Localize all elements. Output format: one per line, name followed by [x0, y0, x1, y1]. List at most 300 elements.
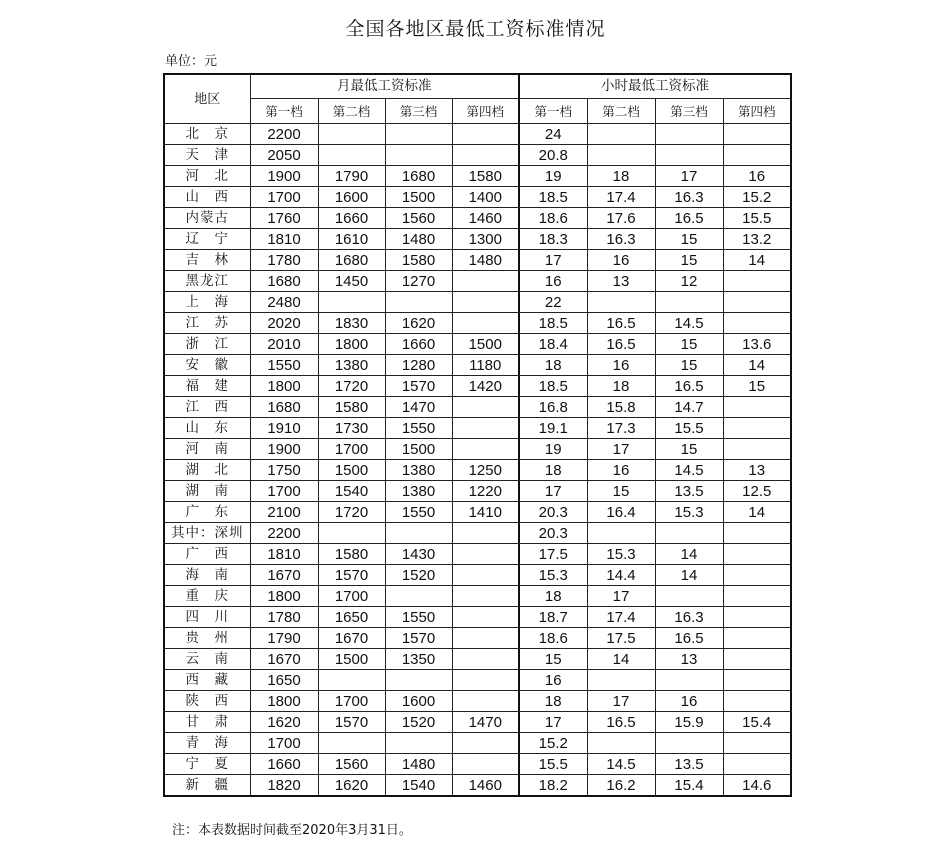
hourly-tier-2-cell: 16	[587, 460, 655, 481]
hourly-tier-4-cell: 15.2	[723, 187, 791, 208]
hourly-tier-2-cell: 16.5	[587, 334, 655, 355]
monthly-tier-3-cell: 1350	[385, 649, 452, 670]
monthly-tier-3-cell: 1480	[385, 229, 452, 250]
monthly-tier-4-cell	[452, 292, 519, 313]
region-cell: 湖 南	[164, 481, 250, 502]
hourly-tier-3-cell: 16.5	[655, 208, 723, 229]
table-row	[164, 208, 791, 229]
hourly-tier-3-cell: 13.5	[655, 754, 723, 775]
monthly-tier-1-cell: 1620	[250, 712, 318, 733]
monthly-tier-4-cell: 1470	[452, 712, 519, 733]
hourly-tier-3-cell: 14.7	[655, 397, 723, 418]
region-header: 地区	[164, 74, 250, 124]
monthly-tier-1-cell: 2480	[250, 292, 318, 313]
hourly-tier-3-header: 第三档	[655, 99, 723, 124]
hourly-tier-2-cell	[587, 124, 655, 145]
hourly-tier-4-header: 第四档	[723, 99, 791, 124]
monthly-tier-2-cell: 1450	[318, 271, 385, 292]
region-cell: 上 海	[164, 292, 250, 313]
monthly-tier-4-cell	[452, 754, 519, 775]
monthly-tier-2-cell: 1790	[318, 166, 385, 187]
table-row	[164, 439, 791, 460]
hourly-tier-2-cell: 17.4	[587, 607, 655, 628]
hourly-tier-1-cell: 22	[519, 292, 587, 313]
table-row	[164, 292, 791, 313]
region-cell: 河 北	[164, 166, 250, 187]
region-cell: 内蒙古	[164, 208, 250, 229]
header-row-groups	[164, 74, 791, 99]
monthly-tier-1-cell: 1810	[250, 544, 318, 565]
page-title: 全国各地区最低工资标准情况	[345, 18, 606, 40]
monthly-tier-4-cell	[452, 649, 519, 670]
hourly-tier-2-cell: 16.2	[587, 775, 655, 797]
monthly-tier-4-cell	[452, 439, 519, 460]
hourly-tier-1-cell: 20.8	[519, 145, 587, 166]
hourly-tier-2-cell: 14	[587, 649, 655, 670]
hourly-tier-2-cell: 14.5	[587, 754, 655, 775]
hourly-tier-1-cell: 18.2	[519, 775, 587, 797]
monthly-tier-4-cell	[452, 691, 519, 712]
monthly-tier-2-cell: 1700	[318, 586, 385, 607]
table-row	[164, 775, 791, 797]
region-cell: 江 西	[164, 397, 250, 418]
hourly-tier-3-cell	[655, 124, 723, 145]
hourly-tier-2-cell: 18	[587, 376, 655, 397]
region-cell: 广 东	[164, 502, 250, 523]
hourly-tier-4-cell: 15	[723, 376, 791, 397]
hourly-tier-4-cell	[723, 292, 791, 313]
table-row	[164, 628, 791, 649]
table-row	[164, 250, 791, 271]
hourly-tier-4-cell	[723, 628, 791, 649]
region-cell: 云 南	[164, 649, 250, 670]
table-row	[164, 145, 791, 166]
hourly-tier-2-cell	[587, 733, 655, 754]
monthly-tier-2-cell: 1580	[318, 544, 385, 565]
region-cell: 四 川	[164, 607, 250, 628]
region-cell: 西 藏	[164, 670, 250, 691]
monthly-tier-1-cell: 1670	[250, 649, 318, 670]
monthly-tier-4-cell: 1410	[452, 502, 519, 523]
hourly-tier-3-cell	[655, 292, 723, 313]
hourly-tier-2-cell: 17.5	[587, 628, 655, 649]
hourly-tier-2-cell: 15.8	[587, 397, 655, 418]
hourly-tier-2-cell: 18	[587, 166, 655, 187]
hourly-tier-1-cell: 18.5	[519, 187, 587, 208]
hourly-tier-2-cell	[587, 670, 655, 691]
hourly-tier-1-cell: 15.5	[519, 754, 587, 775]
hourly-tier-2-cell: 14.4	[587, 565, 655, 586]
hourly-tier-4-cell	[723, 124, 791, 145]
monthly-tier-4-cell	[452, 733, 519, 754]
hourly-tier-4-cell: 14	[723, 250, 791, 271]
hourly-tier-4-cell	[723, 523, 791, 544]
monthly-tier-2-cell	[318, 145, 385, 166]
table-row	[164, 481, 791, 502]
hourly-tier-1-cell: 15.3	[519, 565, 587, 586]
monthly-tier-3-cell: 1550	[385, 502, 452, 523]
region-cell: 浙 江	[164, 334, 250, 355]
hourly-tier-4-cell: 14	[723, 502, 791, 523]
hourly-tier-2-cell: 16.4	[587, 502, 655, 523]
monthly-tier-1-cell: 1680	[250, 271, 318, 292]
monthly-tier-3-cell	[385, 523, 452, 544]
monthly-tier-3-cell: 1520	[385, 712, 452, 733]
hourly-tier-2-cell: 17	[587, 586, 655, 607]
monthly-tier-3-cell: 1470	[385, 397, 452, 418]
hourly-tier-1-cell: 19.1	[519, 418, 587, 439]
hourly-tier-4-cell	[723, 418, 791, 439]
monthly-tier-2-cell: 1610	[318, 229, 385, 250]
hourly-tier-3-cell: 12	[655, 271, 723, 292]
unit-label: 单位：元	[165, 54, 218, 69]
monthly-tier-4-cell: 1460	[452, 775, 519, 797]
minimum-wage-table	[163, 73, 792, 797]
monthly-tier-4-cell: 1220	[452, 481, 519, 502]
hourly-tier-2-cell: 15.3	[587, 544, 655, 565]
monthly-tier-1-cell: 1900	[250, 439, 318, 460]
hourly-tier-4-cell: 15.5	[723, 208, 791, 229]
table-row	[164, 187, 791, 208]
hourly-tier-1-cell: 16	[519, 271, 587, 292]
table-row	[164, 565, 791, 586]
hourly-tier-3-cell: 13	[655, 649, 723, 670]
hourly-tier-2-cell: 13	[587, 271, 655, 292]
table-row	[164, 124, 791, 145]
hourly-tier-4-cell	[723, 565, 791, 586]
monthly-tier-3-cell: 1430	[385, 544, 452, 565]
hourly-tier-1-cell: 19	[519, 166, 587, 187]
hourly-tier-4-cell	[723, 586, 791, 607]
monthly-tier-2-header: 第二档	[318, 99, 385, 124]
table-row	[164, 607, 791, 628]
region-cell: 青 海	[164, 733, 250, 754]
hourly-tier-2-cell: 17.6	[587, 208, 655, 229]
hourly-tier-1-cell: 16	[519, 670, 587, 691]
monthly-tier-2-cell: 1620	[318, 775, 385, 797]
region-cell: 河 南	[164, 439, 250, 460]
monthly-tier-1-cell: 1800	[250, 691, 318, 712]
table-row	[164, 649, 791, 670]
monthly-tier-4-cell: 1500	[452, 334, 519, 355]
monthly-tier-1-cell: 1900	[250, 166, 318, 187]
hourly-tier-1-cell: 15.2	[519, 733, 587, 754]
hourly-tier-3-cell: 15	[655, 439, 723, 460]
region-cell: 安 徽	[164, 355, 250, 376]
monthly-tier-3-cell: 1560	[385, 208, 452, 229]
table-body	[164, 124, 791, 797]
table-row	[164, 271, 791, 292]
monthly-tier-4-cell	[452, 124, 519, 145]
hourly-tier-2-cell: 16.5	[587, 712, 655, 733]
table-row	[164, 334, 791, 355]
hourly-tier-3-cell: 14.5	[655, 460, 723, 481]
region-cell: 吉 林	[164, 250, 250, 271]
monthly-tier-4-cell	[452, 397, 519, 418]
monthly-tier-2-cell: 1830	[318, 313, 385, 334]
region-cell: 贵 州	[164, 628, 250, 649]
monthly-tier-2-cell: 1560	[318, 754, 385, 775]
table-row	[164, 397, 791, 418]
table-row	[164, 355, 791, 376]
monthly-tier-2-cell: 1700	[318, 691, 385, 712]
monthly-tier-3-cell: 1660	[385, 334, 452, 355]
region-cell: 山 东	[164, 418, 250, 439]
monthly-tier-4-cell	[452, 607, 519, 628]
monthly-tier-1-cell: 1790	[250, 628, 318, 649]
table-row	[164, 691, 791, 712]
monthly-tier-3-cell	[385, 124, 452, 145]
monthly-tier-2-cell	[318, 733, 385, 754]
monthly-tier-2-cell	[318, 523, 385, 544]
hourly-tier-3-cell	[655, 586, 723, 607]
monthly-tier-3-header: 第三档	[385, 99, 452, 124]
monthly-tier-2-cell: 1500	[318, 649, 385, 670]
hourly-tier-2-cell: 15	[587, 481, 655, 502]
monthly-tier-4-cell	[452, 565, 519, 586]
hourly-tier-3-cell: 15.3	[655, 502, 723, 523]
hourly-tier-3-cell: 15	[655, 334, 723, 355]
hourly-tier-3-cell: 13.5	[655, 481, 723, 502]
table-row	[164, 586, 791, 607]
hourly-tier-4-cell: 14.6	[723, 775, 791, 797]
region-cell: 其中：深圳	[164, 523, 250, 544]
hourly-tier-1-header: 第一档	[519, 99, 587, 124]
hourly-tier-3-cell	[655, 145, 723, 166]
monthly-tier-2-cell: 1570	[318, 712, 385, 733]
hourly-tier-4-cell: 13.2	[723, 229, 791, 250]
hourly-tier-3-cell	[655, 733, 723, 754]
hourly-tier-3-cell: 17	[655, 166, 723, 187]
hourly-tier-4-cell: 13	[723, 460, 791, 481]
monthly-tier-3-cell	[385, 586, 452, 607]
monthly-tier-2-cell: 1540	[318, 481, 385, 502]
region-cell: 湖 北	[164, 460, 250, 481]
hourly-tier-1-cell: 17	[519, 481, 587, 502]
hourly-tier-4-cell: 15.4	[723, 712, 791, 733]
hourly-tier-1-cell: 18.5	[519, 313, 587, 334]
region-cell: 陕 西	[164, 691, 250, 712]
hourly-tier-3-cell: 15	[655, 229, 723, 250]
hourly-tier-1-cell: 20.3	[519, 523, 587, 544]
table-row	[164, 166, 791, 187]
hourly-tier-1-cell: 18.7	[519, 607, 587, 628]
hourly-tier-4-cell	[723, 670, 791, 691]
hourly-tier-3-cell	[655, 523, 723, 544]
hourly-tier-1-cell: 15	[519, 649, 587, 670]
monthly-tier-4-cell: 1580	[452, 166, 519, 187]
monthly-tier-3-cell	[385, 670, 452, 691]
hourly-tier-4-cell	[723, 607, 791, 628]
hourly-tier-2-cell: 16	[587, 250, 655, 271]
monthly-tier-4-cell	[452, 544, 519, 565]
monthly-tier-4-cell: 1460	[452, 208, 519, 229]
monthly-tier-3-cell: 1500	[385, 439, 452, 460]
monthly-tier-3-cell: 1380	[385, 481, 452, 502]
monthly-tier-1-cell: 1780	[250, 250, 318, 271]
hourly-tier-3-cell: 14.5	[655, 313, 723, 334]
footnote: 注：本表数据时间截至2020年3月31日。	[172, 823, 412, 838]
region-cell: 重 庆	[164, 586, 250, 607]
monthly-tier-2-cell: 1720	[318, 502, 385, 523]
hourly-tier-4-cell	[723, 439, 791, 460]
monthly-tier-2-cell	[318, 124, 385, 145]
hourly-tier-2-cell	[587, 523, 655, 544]
hourly-tier-2-cell: 17.3	[587, 418, 655, 439]
monthly-tier-3-cell: 1480	[385, 754, 452, 775]
monthly-tier-3-cell: 1620	[385, 313, 452, 334]
monthly-tier-2-cell: 1730	[318, 418, 385, 439]
monthly-tier-4-cell	[452, 670, 519, 691]
hourly-tier-1-cell: 18	[519, 691, 587, 712]
monthly-tier-3-cell: 1520	[385, 565, 452, 586]
monthly-tier-4-header: 第四档	[452, 99, 519, 124]
monthly-tier-4-cell: 1180	[452, 355, 519, 376]
monthly-tier-1-cell: 1910	[250, 418, 318, 439]
monthly-tier-4-cell	[452, 628, 519, 649]
hourly-tier-4-cell	[723, 733, 791, 754]
monthly-tier-3-cell: 1570	[385, 376, 452, 397]
monthly-tier-3-cell: 1550	[385, 418, 452, 439]
hourly-tier-2-header: 第二档	[587, 99, 655, 124]
monthly-tier-1-cell: 1760	[250, 208, 318, 229]
monthly-tier-1-header: 第一档	[250, 99, 318, 124]
hourly-tier-1-cell: 17	[519, 712, 587, 733]
header-row-tiers	[164, 99, 791, 124]
hourly-tier-1-cell: 19	[519, 439, 587, 460]
monthly-tier-1-cell: 1800	[250, 376, 318, 397]
table-row	[164, 544, 791, 565]
monthly-tier-3-cell: 1550	[385, 607, 452, 628]
table-row	[164, 754, 791, 775]
monthly-tier-1-cell: 1670	[250, 565, 318, 586]
monthly-tier-2-cell: 1600	[318, 187, 385, 208]
hourly-tier-2-cell	[587, 145, 655, 166]
monthly-tier-3-cell: 1600	[385, 691, 452, 712]
hourly-tier-4-cell: 12.5	[723, 481, 791, 502]
monthly-tier-4-cell	[452, 418, 519, 439]
hourly-tier-2-cell: 17.4	[587, 187, 655, 208]
hourly-tier-4-cell	[723, 145, 791, 166]
table-row	[164, 502, 791, 523]
monthly-tier-1-cell: 1700	[250, 481, 318, 502]
hourly-tier-1-cell: 17	[519, 250, 587, 271]
hourly-tier-3-cell: 16.3	[655, 607, 723, 628]
monthly-tier-3-cell	[385, 145, 452, 166]
monthly-header: 月最低工资标准	[250, 74, 519, 99]
monthly-tier-4-cell	[452, 523, 519, 544]
monthly-tier-2-cell: 1680	[318, 250, 385, 271]
hourly-header: 小时最低工资标准	[519, 74, 791, 99]
table-row	[164, 670, 791, 691]
hourly-tier-1-cell: 24	[519, 124, 587, 145]
monthly-tier-1-cell: 1700	[250, 733, 318, 754]
monthly-tier-2-cell: 1700	[318, 439, 385, 460]
monthly-tier-2-cell: 1500	[318, 460, 385, 481]
table-row	[164, 460, 791, 481]
hourly-tier-1-cell: 18	[519, 586, 587, 607]
monthly-tier-3-cell: 1540	[385, 775, 452, 797]
monthly-tier-4-cell	[452, 313, 519, 334]
table-row	[164, 376, 791, 397]
hourly-tier-4-cell: 16	[723, 166, 791, 187]
hourly-tier-2-cell: 16	[587, 355, 655, 376]
region-cell: 辽 宁	[164, 229, 250, 250]
monthly-tier-1-cell: 2100	[250, 502, 318, 523]
monthly-tier-1-cell: 2200	[250, 523, 318, 544]
table-row	[164, 418, 791, 439]
monthly-tier-3-cell	[385, 292, 452, 313]
monthly-tier-3-cell: 1570	[385, 628, 452, 649]
monthly-tier-2-cell: 1650	[318, 607, 385, 628]
hourly-tier-1-cell: 18	[519, 355, 587, 376]
monthly-tier-2-cell: 1720	[318, 376, 385, 397]
monthly-tier-1-cell: 1650	[250, 670, 318, 691]
monthly-tier-2-cell	[318, 670, 385, 691]
monthly-tier-2-cell: 1380	[318, 355, 385, 376]
monthly-tier-1-cell: 1800	[250, 586, 318, 607]
region-cell: 福 建	[164, 376, 250, 397]
monthly-tier-4-cell: 1480	[452, 250, 519, 271]
hourly-tier-4-cell	[723, 754, 791, 775]
hourly-tier-4-cell	[723, 313, 791, 334]
hourly-tier-3-cell: 15	[655, 355, 723, 376]
monthly-tier-1-cell: 1550	[250, 355, 318, 376]
monthly-tier-4-cell	[452, 145, 519, 166]
hourly-tier-1-cell: 18.6	[519, 208, 587, 229]
table-row	[164, 712, 791, 733]
monthly-tier-3-cell: 1380	[385, 460, 452, 481]
hourly-tier-4-cell	[723, 649, 791, 670]
region-cell: 山 西	[164, 187, 250, 208]
hourly-tier-1-cell: 16.8	[519, 397, 587, 418]
monthly-tier-3-cell: 1280	[385, 355, 452, 376]
monthly-tier-1-cell: 1780	[250, 607, 318, 628]
hourly-tier-3-cell: 16.5	[655, 376, 723, 397]
hourly-tier-1-cell: 18	[519, 460, 587, 481]
hourly-tier-1-cell: 18.4	[519, 334, 587, 355]
monthly-tier-1-cell: 2200	[250, 124, 318, 145]
monthly-tier-1-cell: 1750	[250, 460, 318, 481]
monthly-tier-4-cell: 1400	[452, 187, 519, 208]
hourly-tier-4-cell	[723, 271, 791, 292]
hourly-tier-3-cell: 14	[655, 565, 723, 586]
monthly-tier-1-cell: 1810	[250, 229, 318, 250]
region-cell: 甘 肃	[164, 712, 250, 733]
monthly-tier-3-cell: 1580	[385, 250, 452, 271]
monthly-tier-2-cell: 1670	[318, 628, 385, 649]
hourly-tier-3-cell: 16.5	[655, 628, 723, 649]
monthly-tier-3-cell: 1270	[385, 271, 452, 292]
monthly-tier-1-cell: 1700	[250, 187, 318, 208]
hourly-tier-4-cell: 13.6	[723, 334, 791, 355]
region-cell: 黑龙江	[164, 271, 250, 292]
hourly-tier-2-cell	[587, 292, 655, 313]
hourly-tier-4-cell: 14	[723, 355, 791, 376]
monthly-tier-1-cell: 2020	[250, 313, 318, 334]
monthly-tier-1-cell: 2050	[250, 145, 318, 166]
region-cell: 广 西	[164, 544, 250, 565]
hourly-tier-4-cell	[723, 397, 791, 418]
hourly-tier-1-cell: 18.5	[519, 376, 587, 397]
monthly-tier-4-cell: 1420	[452, 376, 519, 397]
region-cell: 天 津	[164, 145, 250, 166]
monthly-tier-3-cell: 1500	[385, 187, 452, 208]
monthly-tier-3-cell	[385, 733, 452, 754]
monthly-tier-3-cell: 1680	[385, 166, 452, 187]
region-cell: 北 京	[164, 124, 250, 145]
hourly-tier-3-cell: 14	[655, 544, 723, 565]
